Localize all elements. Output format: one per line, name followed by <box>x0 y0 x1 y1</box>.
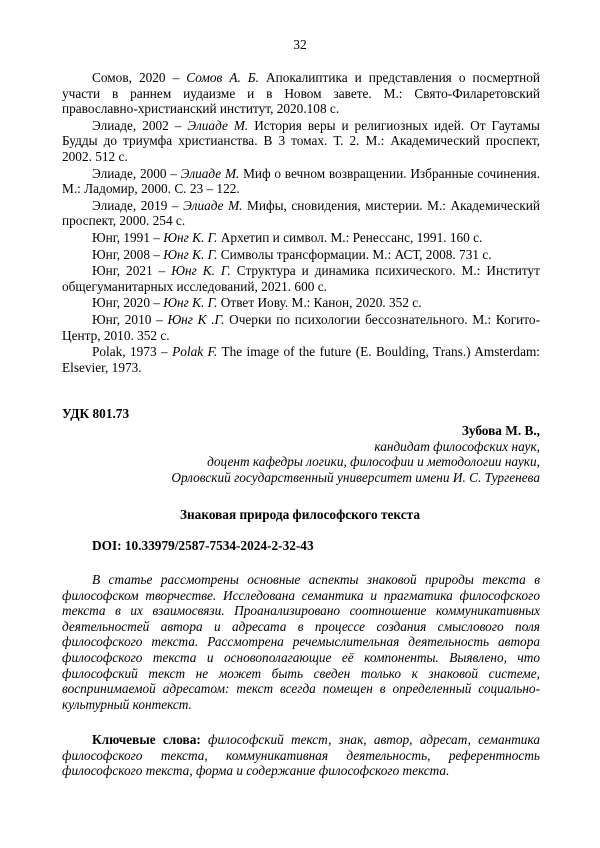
reference-item <box>62 247 540 263</box>
reference-details: Миф о вечном возвращении. Избранные сочинения. М.: Ладомир, 2000. С. 23 – 122. <box>62 165 540 197</box>
author-degree: кандидат философских наук, <box>374 438 540 454</box>
reference-details: Мифы, сновидения, мистерии. М.: Академический проспект, 2000. 254 с. <box>62 197 540 229</box>
reference-author: Юнг К. Г. <box>163 229 218 245</box>
reference-item <box>62 230 540 246</box>
keywords <box>62 732 540 779</box>
reference-item <box>62 70 540 117</box>
reference-lead: Юнг, 2021 – <box>92 263 172 279</box>
author-block <box>60 423 540 485</box>
reference-item <box>62 166 540 197</box>
reference-lead: Элиаде, 2002 – <box>92 117 188 133</box>
reference-item <box>62 344 540 375</box>
reference-author: Элиаде М. <box>187 117 249 133</box>
reference-item <box>62 118 540 165</box>
reference-lead: Элиаде, 2019 – <box>92 197 184 213</box>
reference-lead: Юнг, 2008 – <box>92 246 164 262</box>
reference-details: Очерки по психологии бессознательного. М.: Когито-Центр, 2010. 352 с. <box>62 311 541 343</box>
reference-author: Сомов А. Б. <box>186 70 259 85</box>
reference-details: Ответ Иову. М.: Канон, 2020. 352 с. <box>217 295 422 311</box>
reference-item <box>62 295 540 311</box>
reference-author: Юнг К. Г. <box>163 295 218 311</box>
reference-author: Polak F. <box>172 344 218 360</box>
reference-item <box>62 263 540 294</box>
reference-author: Юнг К. Г. <box>163 246 218 262</box>
author-name: Зубова М. В., <box>461 423 540 438</box>
reference-lead: Юнг, 2020 – <box>92 295 164 311</box>
udk-code: УДК 801.73 <box>62 406 130 421</box>
reference-author: Юнг К .Г. <box>167 311 225 327</box>
reference-details: Структура и динамика психического. М.: Институт общегуманитарных исследований, 2021. 600 с. <box>62 263 540 294</box>
keywords-text: философский текст, знак, автор, адресат, семантика философского текста, коммуникативная деятельность, референтность философского текста, форма и содержание философского текста. <box>62 732 540 779</box>
reference-details: Символы трансформации. М.: АСТ, 2008. 731 с. <box>217 246 492 262</box>
reference-details: Апокалиптика и представления о посмертной участи в раннем иудаизме и в Новом завете. М.: Свято-Филаретовский православно-христианский институт, 2020.108 с. <box>62 70 540 117</box>
reference-list <box>62 70 540 376</box>
reference-author: Элиаде М. <box>183 197 243 213</box>
reference-lead: Polak, 1973 – <box>92 344 173 360</box>
reference-author: Юнг К. Г. <box>171 263 231 279</box>
reference-details: История веры и религиозных идей. От Гаутамы Будды до триумфа христианства. В 3 томах. Т. 2. М.: Академический проспект, 2002. 512 с. <box>62 117 540 164</box>
author-affiliation: Орловский государственный университет имени И. С. Тургенева <box>171 469 540 485</box>
reference-details: Архетип и символ. М.: Ренессанс, 1991. 160 с. <box>217 229 483 245</box>
reference-details: The image of the future (E. Boulding, Trans.) Amsterdam: Elsevier, 1973. <box>62 344 541 375</box>
article-title: Знаковая природа философского текста <box>180 507 420 522</box>
reference-lead: Юнг, 1991 – <box>92 229 164 245</box>
reference-lead: Юнг, 2010 – <box>92 311 168 327</box>
doi: DOI: 10.33979/2587-7534-2024-2-32-43 <box>92 538 314 553</box>
reference-lead: Элиаде, 2000 – <box>92 165 181 181</box>
author-position: доцент кафедры логики, философии и методологии науки, <box>207 454 540 470</box>
keywords-label: Ключевые слова: <box>92 732 201 747</box>
page-number: 32 <box>293 37 307 52</box>
abstract: В статье рассмотрены основные аспекты знаковой природы текста в философском творчестве. Исследована семантика и прагматика философского текста в их взаимосвязи. Проанализировано соотношение коммуникативных деятельностей автора и адресата в процессе создания смыслового поля философского текста. Рассмотрена речемыслительная деятельность автора философского текста и основополагающие её компоненты. Выявлено, что философский текст не может быть сведен только к знаковой системе, воспринимаемой адресатом: текст всегда помещен в определенный социально-культурный контекст. <box>62 572 540 712</box>
reference-item <box>62 312 540 343</box>
reference-item <box>62 198 540 229</box>
reference-lead: Сомов, 2020 – <box>92 70 187 85</box>
reference-author: Элиаде М. <box>180 165 240 181</box>
